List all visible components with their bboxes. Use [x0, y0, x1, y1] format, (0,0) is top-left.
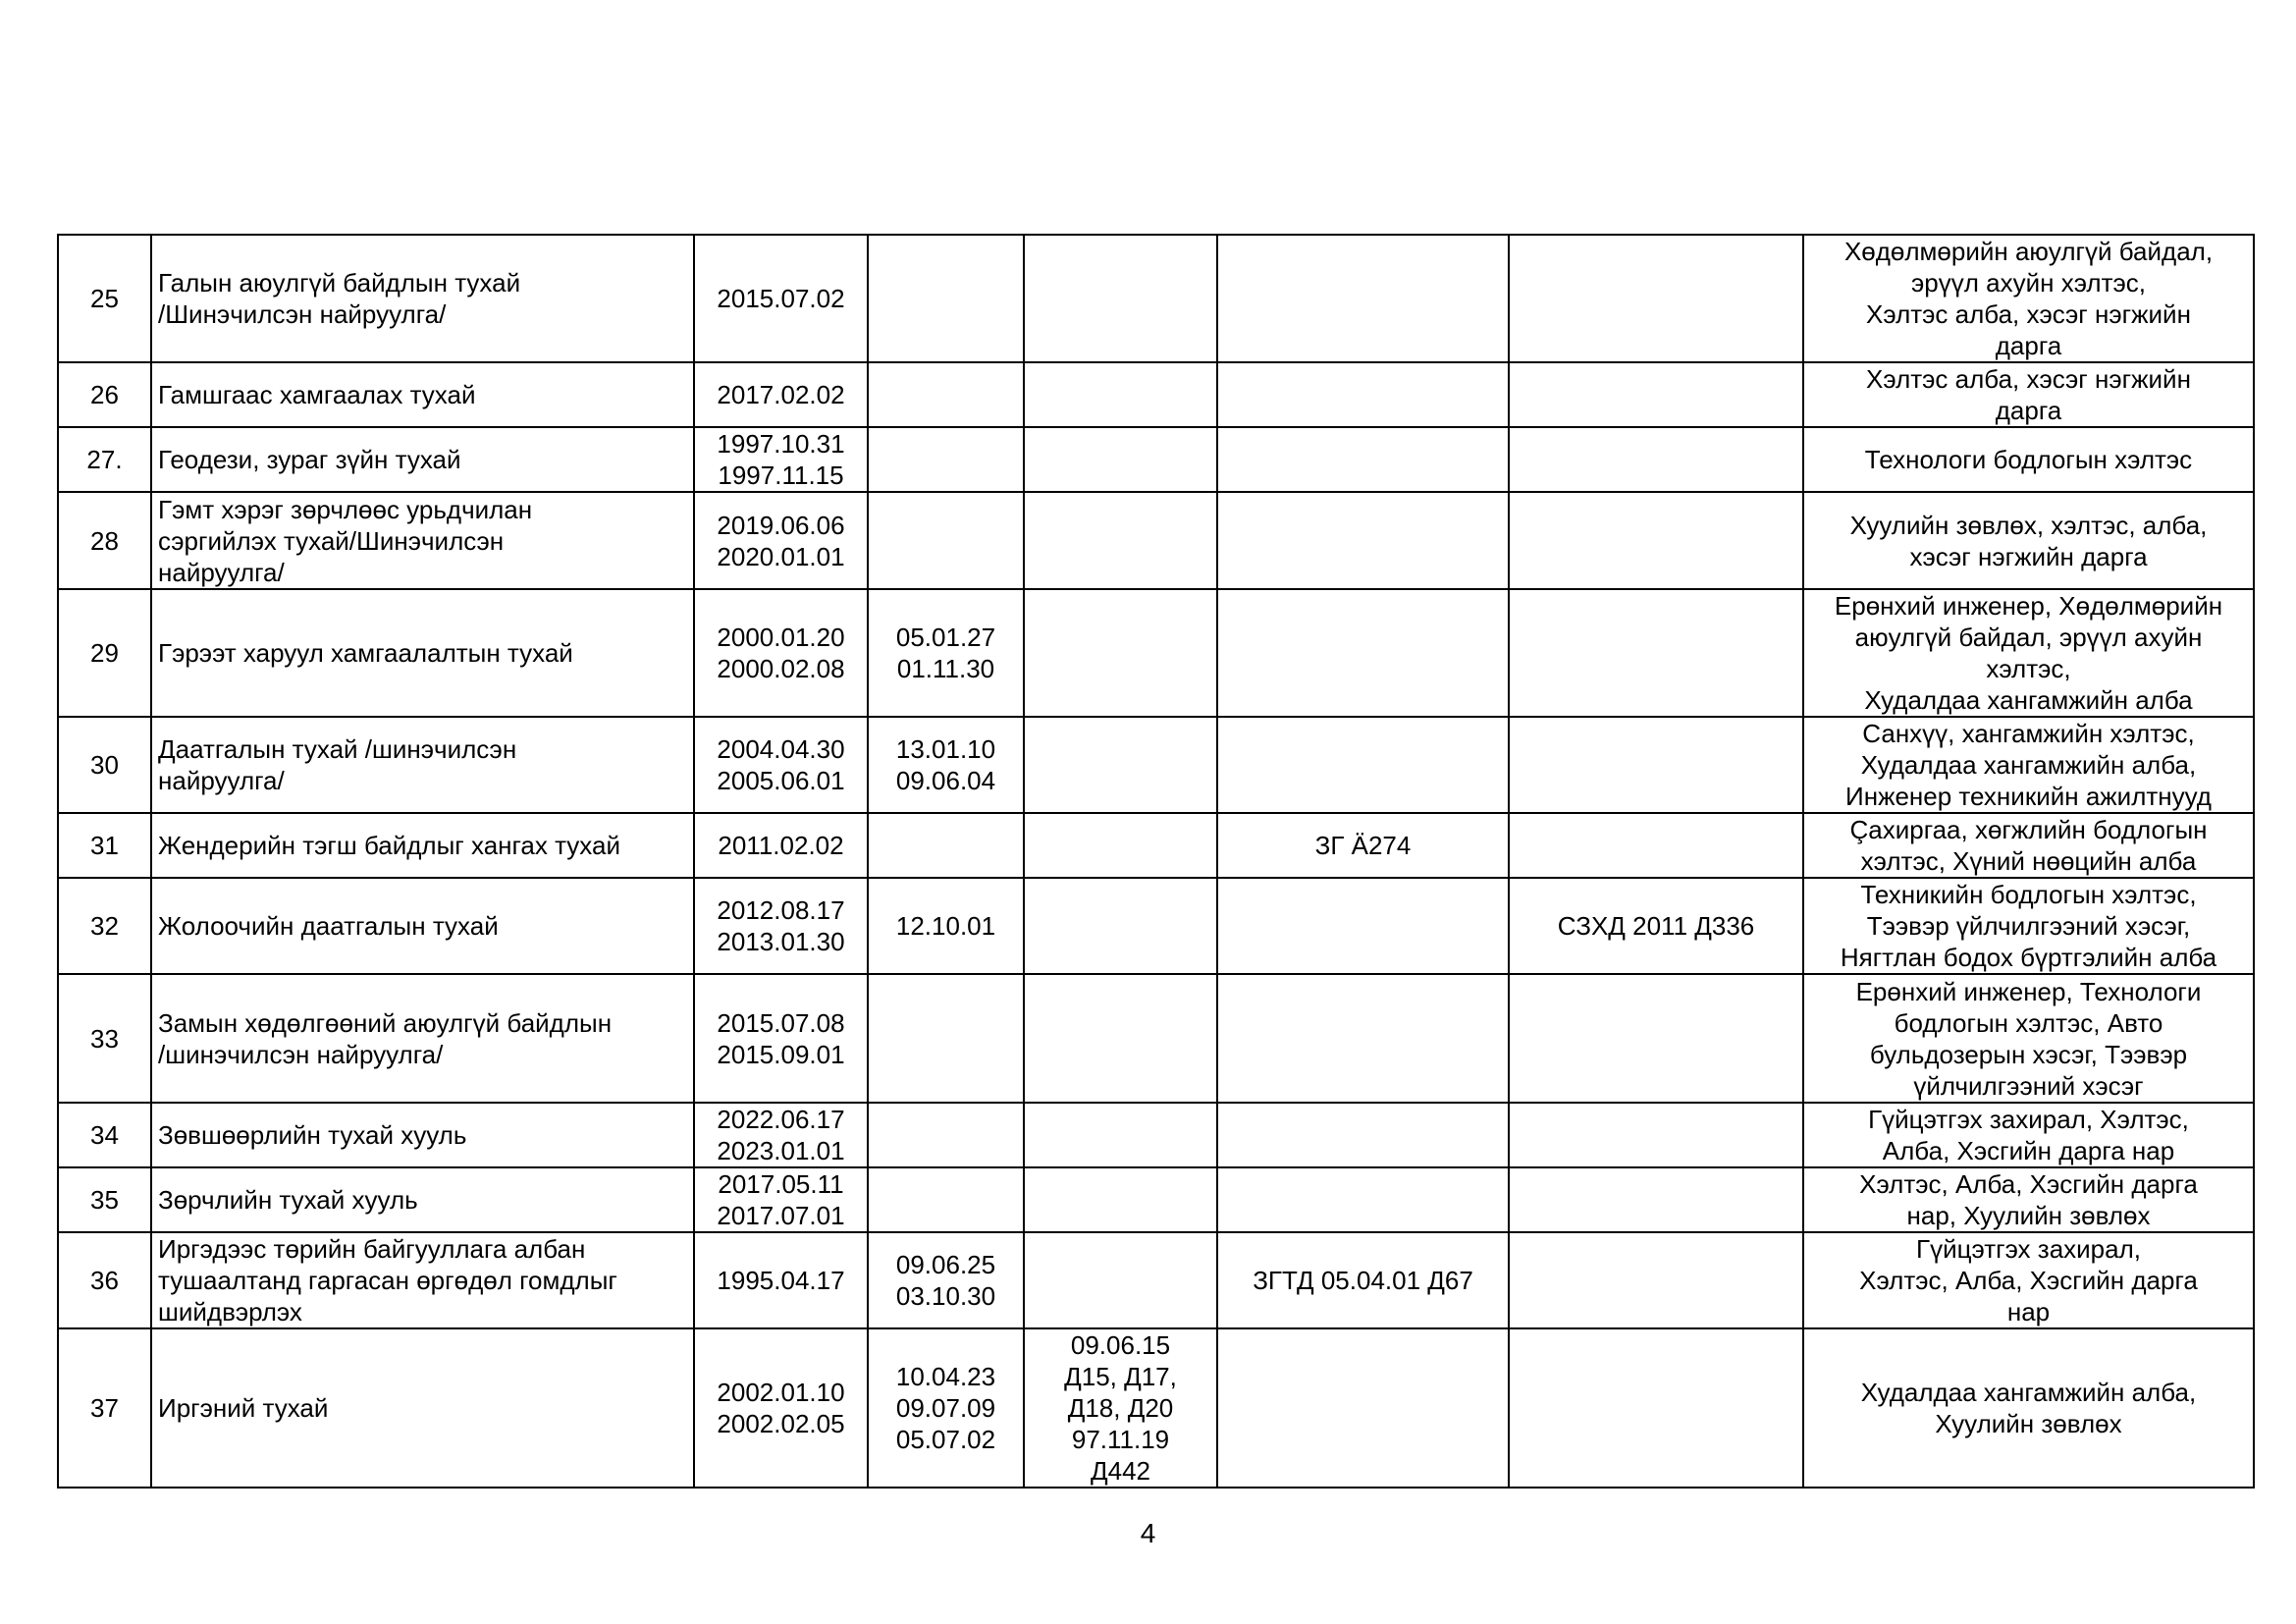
adoption-date-cell: 2017.02.02	[694, 362, 868, 427]
adoption-date-cell: 2017.05.11 2017.07.01	[694, 1167, 868, 1232]
resolution-ref-cell	[1217, 878, 1509, 974]
amendment-ref-cell	[1024, 1103, 1217, 1167]
table-row	[58, 235, 2254, 362]
resolution-ref-cell	[1217, 427, 1509, 492]
table-row	[58, 974, 2254, 1103]
amendment-date-cell: 13.01.10 09.06.04	[868, 717, 1024, 813]
order-ref-cell	[1509, 1328, 1803, 1488]
amendment-date-cell	[868, 1167, 1024, 1232]
page-number: 4	[1140, 1518, 1156, 1548]
amendment-date-cell: 09.06.25 03.10.30	[868, 1232, 1024, 1328]
amendment-date-cell	[868, 974, 1024, 1103]
order-ref-cell	[1509, 813, 1803, 878]
law-name-cell: Геодези, зураг зүйн тухай	[151, 427, 694, 492]
law-name-cell: Даатгалын тухай /шинэчилсэн найруулга/	[151, 717, 694, 813]
adoption-date-cell: 2022.06.17 2023.01.01	[694, 1103, 868, 1167]
amendment-ref-cell	[1024, 427, 1217, 492]
table-row	[58, 813, 2254, 878]
resolution-ref-cell	[1217, 1167, 1509, 1232]
table-row	[58, 362, 2254, 427]
amendment-ref-cell	[1024, 974, 1217, 1103]
adoption-date-cell: 1995.04.17	[694, 1232, 868, 1328]
responsible-unit-cell: Çахиргаа, хөгжлийн бодлогын хэлтэс, Хүний нөөцийн алба	[1803, 813, 2254, 878]
law-name-cell: Гэрээт харуул хамгаалалтын тухай	[151, 589, 694, 717]
resolution-ref-cell: ЗГТД 05.04.01 Д67	[1217, 1232, 1509, 1328]
law-name-cell: Иргэдээс төрийн байгууллага албан тушаалтанд гаргасан өргөдөл гомдлыг шийдвэрлэх	[151, 1232, 694, 1328]
amendment-date-cell	[868, 813, 1024, 878]
amendment-date-cell	[868, 1103, 1024, 1167]
resolution-ref-cell	[1217, 717, 1509, 813]
amendment-ref-cell	[1024, 362, 1217, 427]
amendment-date-cell: 12.10.01	[868, 878, 1024, 974]
row-number-cell: 34	[58, 1103, 151, 1167]
adoption-date-cell: 2002.01.10 2002.02.05	[694, 1328, 868, 1488]
row-number-cell: 32	[58, 878, 151, 974]
law-name-cell: Иргэний тухай	[151, 1328, 694, 1488]
amendment-ref-cell	[1024, 492, 1217, 589]
amendment-ref-cell	[1024, 813, 1217, 878]
law-name-cell: Гэмт хэрэг зөрчлөөс урьдчилан сэргийлэх тухай/Шинэчилсэн найруулга/	[151, 492, 694, 589]
responsible-unit-cell: Техникийн бодлогын хэлтэс, Тээвэр үйлчилгээний хэсэг, Нягтлан бодох бүртгэлийн алба	[1803, 878, 2254, 974]
row-number-cell: 26	[58, 362, 151, 427]
responsible-unit-cell: Ерөнхий инженер, Хөдөлмөрийн аюулгүй байдал, эрүүл ахуйн хэлтэс, Худалдаа хангамжийн алба	[1803, 589, 2254, 717]
amendment-ref-cell	[1024, 235, 1217, 362]
order-ref-cell	[1509, 492, 1803, 589]
amendment-date-cell	[868, 362, 1024, 427]
amendment-ref-cell	[1024, 717, 1217, 813]
responsible-unit-cell: Хуулийн зөвлөх, хэлтэс, алба, хэсэг нэгжийн дарга	[1803, 492, 2254, 589]
amendment-date-cell: 05.01.27 01.11.30	[868, 589, 1024, 717]
law-name-cell: Зөвшөөрлийн тухай хууль	[151, 1103, 694, 1167]
adoption-date-cell: 2015.07.08 2015.09.01	[694, 974, 868, 1103]
adoption-date-cell: 2000.01.20 2000.02.08	[694, 589, 868, 717]
amendment-date-cell	[868, 427, 1024, 492]
responsible-unit-cell: Технологи бодлогын хэлтэс	[1803, 427, 2254, 492]
resolution-ref-cell	[1217, 362, 1509, 427]
table-body	[58, 235, 2254, 1488]
adoption-date-cell: 2012.08.17 2013.01.30	[694, 878, 868, 974]
row-number-cell: 27.	[58, 427, 151, 492]
responsible-unit-cell: Худалдаа хангамжийн алба, Хуулийн зөвлөх	[1803, 1328, 2254, 1488]
resolution-ref-cell	[1217, 974, 1509, 1103]
responsible-unit-cell: Гүйцэтгэх захирал, Хэлтэс, Алба, Хэсгийн дарга нар	[1803, 1232, 2254, 1328]
adoption-date-cell: 2019.06.06 2020.01.01	[694, 492, 868, 589]
responsible-unit-cell: Санхүү, хангамжийн хэлтэс, Худалдаа хангамжийн алба, Инженер техникийн ажилтнууд	[1803, 717, 2254, 813]
amendment-ref-cell	[1024, 589, 1217, 717]
row-number-cell: 25	[58, 235, 151, 362]
law-name-cell: Жендерийн тэгш байдлыг хангах тухай	[151, 813, 694, 878]
responsible-unit-cell: Хэлтэс алба, хэсэг нэгжийн дарга	[1803, 362, 2254, 427]
amendment-ref-cell	[1024, 878, 1217, 974]
amendment-date-cell	[868, 492, 1024, 589]
table-row	[58, 1167, 2254, 1232]
row-number-cell: 33	[58, 974, 151, 1103]
amendment-date-cell	[868, 235, 1024, 362]
order-ref-cell	[1509, 235, 1803, 362]
adoption-date-cell: 1997.10.31 1997.11.15	[694, 427, 868, 492]
order-ref-cell	[1509, 427, 1803, 492]
table-row	[58, 589, 2254, 717]
resolution-ref-cell	[1217, 589, 1509, 717]
law-name-cell: Зөрчлийн тухай хууль	[151, 1167, 694, 1232]
resolution-ref-cell	[1217, 1328, 1509, 1488]
table-row	[58, 1103, 2254, 1167]
law-name-cell: Галын аюулгүй байдлын тухай /Шинэчилсэн найруулга/	[151, 235, 694, 362]
order-ref-cell	[1509, 1167, 1803, 1232]
row-number-cell: 28	[58, 492, 151, 589]
table-row	[58, 878, 2254, 974]
row-number-cell: 30	[58, 717, 151, 813]
law-name-cell: Жолоочийн даатгалын тухай	[151, 878, 694, 974]
order-ref-cell	[1509, 1103, 1803, 1167]
row-number-cell: 35	[58, 1167, 151, 1232]
order-ref-cell	[1509, 1232, 1803, 1328]
table-row	[58, 1328, 2254, 1488]
amendment-ref-cell: 09.06.15 Д15, Д17, Д18, Д20 97.11.19 Д442	[1024, 1328, 1217, 1488]
resolution-ref-cell	[1217, 492, 1509, 589]
resolution-ref-cell	[1217, 1103, 1509, 1167]
law-name-cell: Гамшгаас хамгаалах тухай	[151, 362, 694, 427]
order-ref-cell	[1509, 362, 1803, 427]
responsible-unit-cell: Гүйцэтгэх захирал, Хэлтэс, Алба, Хэсгийн дарга нар	[1803, 1103, 2254, 1167]
responsible-unit-cell: Ерөнхий инженер, Технологи бодлогын хэлтэс, Авто бульдозерын хэсэг, Тээвэр үйлчилгээний хэсэг	[1803, 974, 2254, 1103]
row-number-cell: 31	[58, 813, 151, 878]
order-ref-cell	[1509, 589, 1803, 717]
adoption-date-cell: 2011.02.02	[694, 813, 868, 878]
order-ref-cell: СЗХД 2011 Д336	[1509, 878, 1803, 974]
amendment-date-cell: 10.04.23 09.07.09 05.07.02	[868, 1328, 1024, 1488]
order-ref-cell	[1509, 974, 1803, 1103]
adoption-date-cell: 2004.04.30 2005.06.01	[694, 717, 868, 813]
resolution-ref-cell: ЗГ Ä274	[1217, 813, 1509, 878]
table-row	[58, 492, 2254, 589]
law-registry-table	[57, 234, 2255, 1489]
responsible-unit-cell: Хөдөлмөрийн аюулгүй байдал, эрүүл ахуйн хэлтэс, Хэлтэс алба, хэсэг нэгжийн дарга	[1803, 235, 2254, 362]
table-row	[58, 1232, 2254, 1328]
amendment-ref-cell	[1024, 1167, 1217, 1232]
table-row	[58, 717, 2254, 813]
table-row	[58, 427, 2254, 492]
responsible-unit-cell: Хэлтэс, Алба, Хэсгийн дарга нар, Хуулийн зөвлөх	[1803, 1167, 2254, 1232]
row-number-cell: 29	[58, 589, 151, 717]
law-name-cell: Замын хөдөлгөөний аюулгүй байдлын /шинэчилсэн найруулга/	[151, 974, 694, 1103]
order-ref-cell	[1509, 717, 1803, 813]
adoption-date-cell: 2015.07.02	[694, 235, 868, 362]
row-number-cell: 37	[58, 1328, 151, 1488]
resolution-ref-cell	[1217, 235, 1509, 362]
amendment-ref-cell	[1024, 1232, 1217, 1328]
row-number-cell: 36	[58, 1232, 151, 1328]
